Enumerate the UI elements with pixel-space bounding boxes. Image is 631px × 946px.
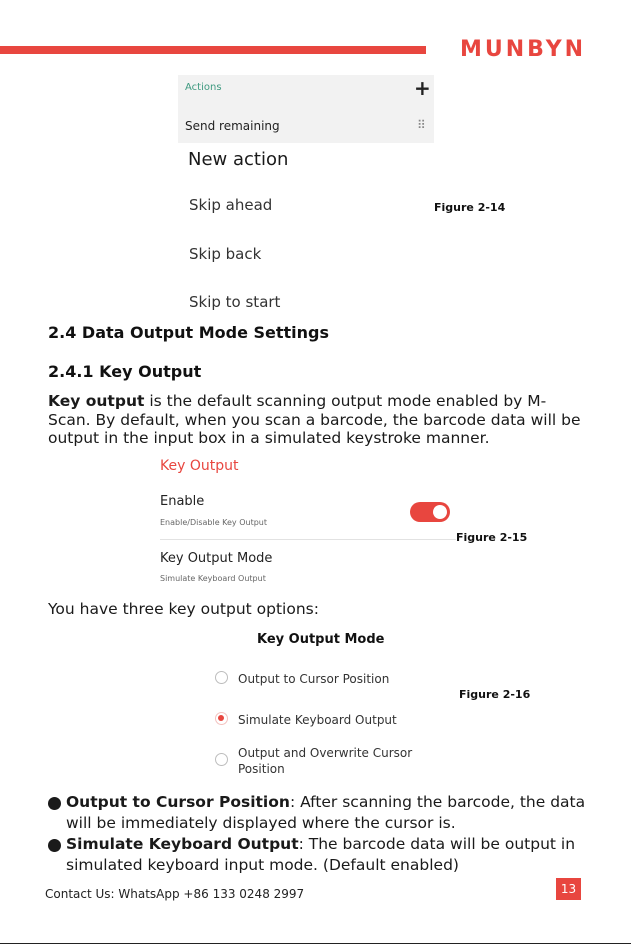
option-output-to-cursor[interactable]: Output to Cursor Position [238,672,390,686]
option-output-overwrite[interactable]: Output and Overwrite Cursor Position [238,746,413,776]
enable-toggle[interactable] [410,502,450,522]
key-output-term: Key output [48,392,145,410]
bullet-description: : After scanning the barcode, the data will be immediately displayed where the cursor is. [66,793,586,832]
menu-item-skip-back[interactable]: Skip back [189,245,262,263]
bullet-output-to-cursor [66,792,596,834]
bullet-dot [48,839,61,852]
bottom-rule [0,943,631,944]
key-output-mode-label[interactable]: Key Output Mode [160,551,273,566]
brand-logo: MUNBYN [460,37,587,62]
figure-caption-2-14: Figure 2-14 [434,201,506,214]
bullet-simulate-keyboard [66,834,596,876]
bullet-dot [48,797,61,810]
subsection-heading: 2.4.1 Key Output [48,362,202,381]
enable-sublabel: Enable/Disable Key Output [160,518,267,527]
key-output-mode-value: Simulate Keyboard Output [160,574,266,583]
enable-label: Enable [160,494,205,509]
key-output-title: Key Output [160,458,239,474]
send-remaining-item[interactable]: Send remaining [185,119,280,133]
bullet-term: Simulate Keyboard Output [66,835,299,853]
figure-caption-2-15: Figure 2-15 [456,531,528,544]
menu-item-skip-ahead[interactable]: Skip ahead [189,196,273,214]
add-icon[interactable]: + [414,76,431,100]
intro-paragraph [48,392,588,448]
new-action-heading: New action [188,149,289,170]
toggle-knob [433,505,447,519]
radio-output-to-cursor[interactable] [215,671,228,684]
options-intro: You have three key output options: [48,600,319,618]
option-simulate-keyboard[interactable]: Simulate Keyboard Output [238,713,397,727]
footer-contact: Contact Us: WhatsApp +86 133 0248 2997 [45,887,305,901]
bullet-description: : The barcode data will be output in simulated keyboard input mode. (Default enabled) [66,835,576,874]
divider [160,539,456,540]
section-heading: 2.4 Data Output Mode Settings [48,323,330,342]
figure-caption-2-16: Figure 2-16 [459,688,531,701]
radio-output-overwrite[interactable] [215,753,228,766]
radio-simulate-keyboard[interactable] [215,712,228,725]
page-number: 13 [556,878,581,900]
bullet-term: Output to Cursor Position [66,793,290,811]
menu-item-skip-to-start[interactable]: Skip to start [189,293,281,311]
header-bar [0,46,426,54]
drag-handle-icon[interactable]: ⠿ [417,118,425,132]
actions-title: Actions [185,82,222,93]
intro-paragraph-text: is the default scanning output mode enabled by M-Scan. By default, when you scan a barcode, the barcode data will be output in the input box in a simulated keystroke manner. [48,392,581,447]
key-output-mode-dialog-title: Key Output Mode [257,632,385,647]
